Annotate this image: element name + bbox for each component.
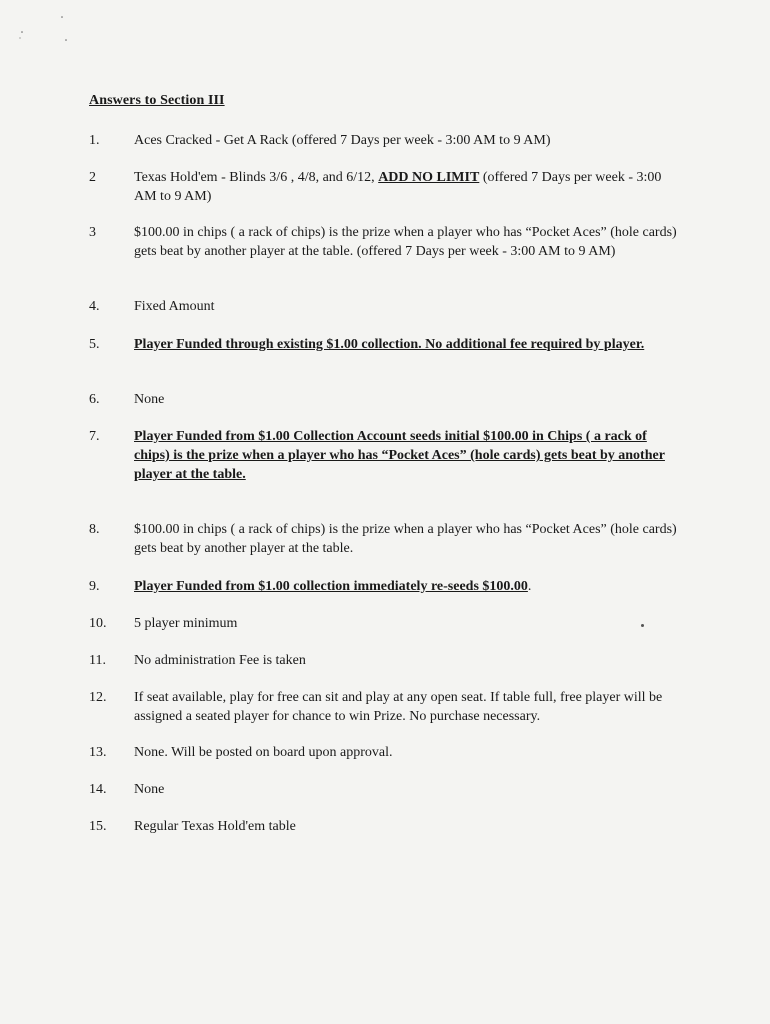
item-text: None <box>134 392 165 407</box>
item-number: 13. <box>89 745 107 760</box>
item-text: Aces Cracked - Get A Rack (offered 7 Days per week - 3:00 AM to 9 AM) <box>134 133 551 148</box>
item-text: If seat available, play for free can sit and play at any open seat. If table full, free player will be assigned a seated player for chance to win Prize. No purchase necessary. <box>134 690 663 724</box>
item-number: 6. <box>89 392 100 407</box>
item-number: 3 <box>89 225 96 240</box>
item-number: 4. <box>89 299 100 314</box>
item-number: 15. <box>89 819 107 834</box>
scan-specks <box>18 14 78 54</box>
item-number: 7. <box>89 429 100 444</box>
item-number: 1. <box>89 133 100 148</box>
item-text: None. Will be posted on board upon approval. <box>134 745 393 760</box>
scan-speck <box>641 624 644 627</box>
item-text: Player Funded from $1.00 collection immediately re-seeds $100.00. <box>134 579 532 594</box>
item-text: None <box>134 782 165 797</box>
item-number: 9. <box>89 579 100 594</box>
item-number: 14. <box>89 782 107 797</box>
item-number: 5. <box>89 337 100 352</box>
item-text: Player Funded through existing $1.00 collection. No additional fee required by player. <box>134 337 645 352</box>
item-text: No administration Fee is taken <box>134 653 306 668</box>
item-number: 2 <box>89 170 96 185</box>
item-number: 11. <box>89 653 106 668</box>
item-text: $100.00 in chips ( a rack of chips) is the prize when a player who has “Pocket Aces” (hole cards) gets beat by another player at the table. <box>134 522 677 556</box>
section-heading: Answers to Section III <box>89 93 225 108</box>
item-number: 10. <box>89 616 107 631</box>
item-text: 5 player minimum <box>134 616 238 631</box>
item-text: $100.00 in chips ( a rack of chips) is the prize when a player who has “Pocket Aces” (hole cards) gets beat by another player at the table. (offered 7 Days per week - 3:00 AM to 9 AM) <box>134 225 677 259</box>
item-number: 12. <box>89 690 107 705</box>
item-text: Texas Hold'em - Blinds 3/6 , 4/8, and 6/12, ADD NO LIMIT (offered 7 Days per week - 3:00 AM to 9 AM) <box>134 170 662 204</box>
item-number: 8. <box>89 522 100 537</box>
item-text: Regular Texas Hold'em table <box>134 819 296 834</box>
item-text: Player Funded from $1.00 Collection Account seeds initial $100.00 in Chips ( a rack of chips) is the prize when a player who has “Pocket Aces” (hole cards) gets beat by another player at the table. <box>134 429 665 482</box>
item-text: Fixed Amount <box>134 299 215 314</box>
